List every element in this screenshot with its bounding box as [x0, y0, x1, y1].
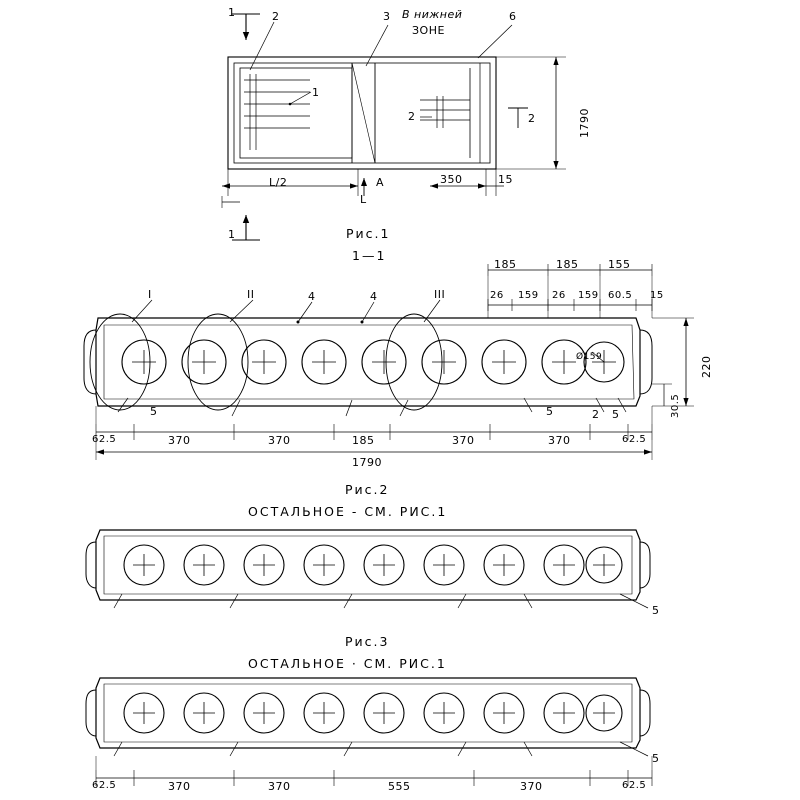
fig3-note: ОСТАЛЬНОЕ · СМ. РИС.1 [248, 656, 447, 671]
fig2-dim-370-b: 370 [268, 434, 291, 447]
fig2-dim-total-1790: 1790 [352, 456, 382, 469]
fig2-pos-2: 2 [592, 408, 600, 421]
fig3-pos-5: 5 [652, 604, 660, 617]
fig1-title: Рис.1 [346, 226, 391, 241]
fig1-section-title: 1—1 [352, 248, 387, 263]
fig4-dim-370-a: 370 [168, 780, 191, 793]
fig4-dim-370-c: 370 [520, 780, 543, 793]
fig2-dim-26-b: 26 [552, 290, 566, 301]
fig4-dim-62-5-left: 62.5 [92, 780, 117, 791]
fig2-dim-30-5: 30.5 [670, 393, 681, 418]
fig2-note: ОСТАЛЬНОЕ - СМ. РИС.1 [248, 504, 448, 519]
fig4-dim-555: 555 [388, 780, 411, 793]
fig4-dim-62-5-right: 62.5 [622, 780, 647, 791]
fig2-detail-I: I [148, 288, 152, 301]
fig1-pos-1-inner: 1 [312, 86, 320, 99]
fig2-dim-220: 220 [700, 355, 713, 378]
fig2-dim-62-5-right: 62.5 [622, 434, 647, 445]
fig1-dim-15: 15 [498, 173, 513, 186]
fig2-dim-62-5-left: 62.5 [92, 434, 117, 445]
fig3-title: Рис.3 [345, 634, 390, 649]
fig2-title: Рис.2 [345, 482, 390, 497]
fig1-arrow-a-label: A [376, 176, 385, 189]
fig1-pos-2-inner: 2 [408, 110, 416, 123]
fig2-detail-II: II [247, 288, 255, 301]
fig2-dim-185-b: 185 [556, 258, 579, 271]
fig2-hole-diameter: Ø159 [576, 352, 603, 362]
fig2-pos-5-c: 5 [612, 408, 620, 421]
fig2-dim-185: 185 [352, 434, 375, 447]
fig1-dim-half-length: L/2 [269, 176, 288, 189]
fig2-dim-185-a: 185 [494, 258, 517, 271]
fig1-dim-1790: 1790 [578, 108, 591, 138]
fig1-pos-6: 6 [509, 10, 517, 23]
fig2-dim-15: 15 [650, 290, 664, 301]
fig2-pos-5-a: 5 [150, 405, 158, 418]
fig1-note-line2: ЗОНЕ [412, 24, 445, 37]
fig2-pos-5-b: 5 [546, 405, 554, 418]
fig1-bracket-2: 2 [528, 112, 536, 125]
fig1-section-mark-bottom: 1 [228, 228, 236, 241]
fig2-detail-III: III [434, 288, 446, 301]
fig2-dim-155: 155 [608, 258, 631, 271]
fig1-pos-3: 3 [383, 10, 391, 23]
fig1-length-mark: L [360, 193, 367, 206]
fig4-dim-370-b: 370 [268, 780, 291, 793]
fig4-pos-5: 5 [652, 752, 660, 765]
fig2-dim-370-c: 370 [452, 434, 475, 447]
fig2-dim-159-a: 159 [518, 290, 539, 301]
fig2-dim-60-5: 60.5 [608, 290, 633, 301]
fig2-dim-370-a: 370 [168, 434, 191, 447]
fig2-dim-370-d: 370 [548, 434, 571, 447]
fig1-dim-350: 350 [440, 173, 463, 186]
fig2-pos-4-right: 4 [370, 290, 378, 303]
fig2-pos-4-left: 4 [308, 290, 316, 303]
fig1-pos-2: 2 [272, 10, 280, 23]
fig1-note-line1: В нижней [402, 8, 463, 21]
fig2-dim-26-a: 26 [490, 290, 504, 301]
fig1-section-mark-top: 1 [228, 6, 236, 19]
fig2-dim-159-b: 159 [578, 290, 599, 301]
